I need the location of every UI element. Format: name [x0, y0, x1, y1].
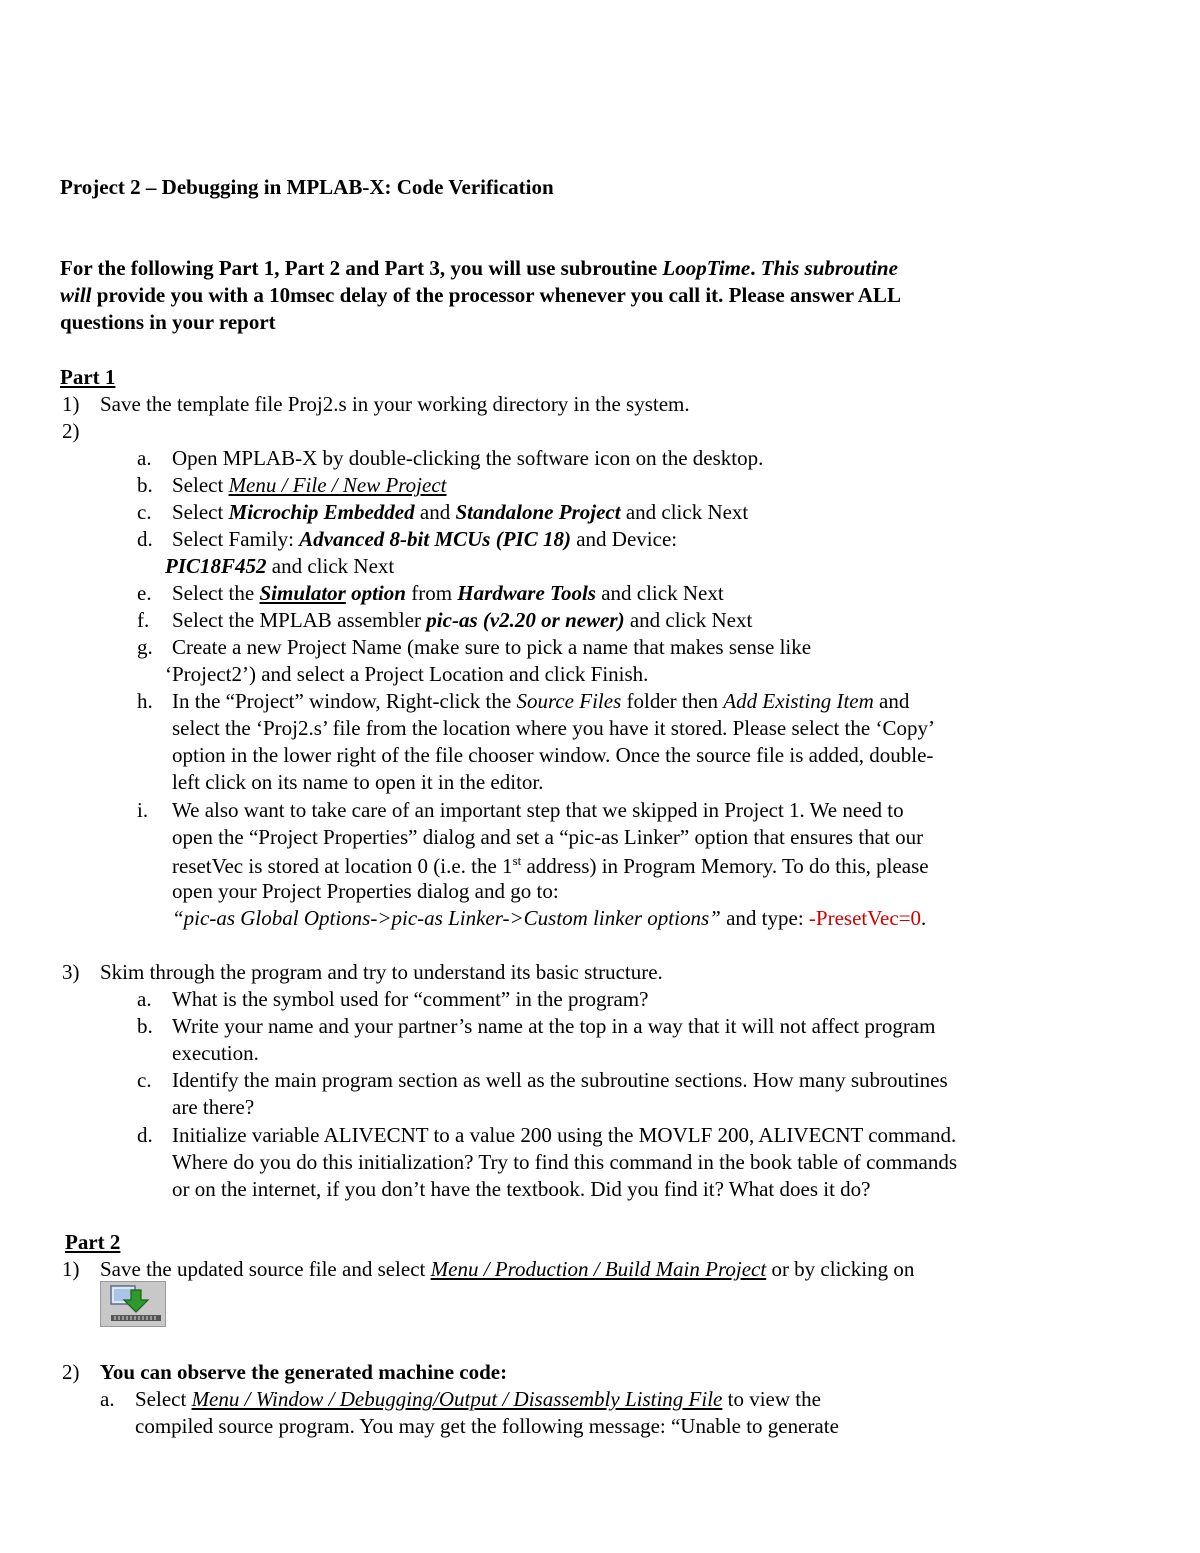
item-text: We also want to take care of an important step that we skipped in Project 1. We need to: [172, 798, 904, 822]
item-text: Select Menu / File / New Project: [172, 473, 447, 497]
item-marker: d.: [137, 527, 153, 551]
item-text-cont: execution.: [172, 1041, 259, 1065]
item-text-cont: PIC18F452 and click Next: [165, 554, 395, 578]
item-text: Open MPLAB-X by double-clicking the software icon on the desktop.: [172, 446, 764, 470]
item-text-cont: or on the internet, if you don’t have the textbook. Did you find it? What does it do?: [172, 1177, 871, 1201]
item-marker: c.: [137, 500, 152, 524]
item-text-cont: open your Project Properties dialog and go to:: [172, 879, 559, 903]
menu-path: Menu / Window / Debugging/Output / Disassembly Listing File: [191, 1387, 723, 1411]
step-marker: 2): [62, 419, 80, 443]
item-text: What is the symbol used for “comment” in the program?: [172, 987, 649, 1011]
item-marker: d.: [137, 1123, 153, 1147]
item-text: Select Microchip Embedded and Standalone Project and click Next: [172, 500, 749, 524]
item-marker: c.: [137, 1068, 152, 1092]
item-text: Select Menu / Window / Debugging/Output / Disassembly Listing File to view the: [135, 1387, 821, 1411]
item-text-cont: Where do you do this initialization? Try to find this command in the book table of commands: [172, 1150, 958, 1174]
step-marker: 2): [62, 1360, 80, 1384]
item-marker: a.: [100, 1387, 115, 1411]
item-marker: b.: [137, 1014, 153, 1038]
item-marker: a.: [137, 446, 152, 470]
item-text: Create a new Project Name (make sure to pick a name that makes sense like: [172, 635, 812, 659]
intro-line-3: questions in your report: [60, 310, 276, 334]
page-title: Project 2 – Debugging in MPLAB-X: Code Verification: [60, 175, 554, 199]
build-download-icon: [100, 1281, 166, 1327]
step-text: Skim through the program and try to understand its basic structure.: [100, 960, 663, 984]
item-marker: a.: [137, 987, 152, 1011]
item-text-cont: option in the lower right of the file chooser window. Once the source file is added, double-: [172, 743, 934, 767]
item-text-cont: resetVec is stored at location 0 (i.e. the 1st address) in Program Memory. To do this, please: [172, 853, 929, 878]
step-marker: 3): [62, 960, 80, 984]
menu-path: Menu / Production / Build Main Project: [430, 1257, 767, 1281]
item-text: Write your name and your partner’s name at the top in a way that it will not affect program: [172, 1014, 936, 1038]
item-text: Initialize variable ALIVECNT to a value 200 using the MOVLF 200, ALIVECNT command.: [172, 1123, 957, 1147]
item-text-cont: left click on its name to open it in the editor.: [172, 770, 544, 794]
intro-line-2: will provide you with a 10msec delay of the processor whenever you call it. Please answer ALL: [60, 283, 901, 307]
item-marker: g.: [137, 635, 153, 659]
menu-path: Menu / File / New Project: [228, 473, 447, 497]
item-text-cont: select the ‘Proj2.s’ file from the location where you have it stored. Please select the ‘Copy’: [172, 716, 935, 740]
step-text: You can observe the generated machine code:: [100, 1360, 508, 1384]
item-marker: i.: [137, 798, 149, 822]
intro-line-1: For the following Part 1, Part 2 and Part 3, you will use subroutine LoopTime. This subroutine: [60, 256, 898, 280]
item-text-cont: are there?: [172, 1095, 255, 1119]
item-text: Identify the main program section as well as the subroutine sections. How many subroutines: [172, 1068, 948, 1092]
step-marker: 1): [62, 392, 80, 416]
item-text-cont: compiled source program. You may get the following message: “Unable to generate: [135, 1414, 839, 1438]
item-marker: e.: [137, 581, 152, 605]
part2-heading: Part 2: [65, 1230, 121, 1254]
item-text: In the “Project” window, Right-click the Source Files folder then Add Existing Item and: [172, 689, 910, 713]
build-download-icon-graphic: [101, 1282, 165, 1326]
item-text: Select the MPLAB assembler pic-as (v2.20 or newer) and click Next: [172, 608, 753, 632]
item-text-cont: open the “Project Properties” dialog and set a “pic-as Linker” option that ensures that our: [172, 825, 924, 849]
step-marker: 1): [62, 1257, 80, 1281]
linker-option: -PresetVec=0: [808, 906, 922, 930]
item-text-cont: ‘Project2’) and select a Project Location and click Finish.: [165, 662, 649, 686]
item-text: Select Family: Advanced 8-bit MCUs (PIC 18) and Device:: [172, 527, 678, 551]
step-text: Save the template file Proj2.s in your working directory in the system.: [100, 392, 690, 416]
step-text: Save the updated source file and select Menu / Production / Build Main Project or by clicking on: [100, 1257, 915, 1281]
part1-heading: Part 1: [60, 365, 116, 389]
item-marker: b.: [137, 473, 153, 497]
item-marker: f.: [137, 608, 150, 632]
item-marker: h.: [137, 689, 153, 713]
item-text: Select the Simulator option from Hardware Tools and click Next: [172, 581, 724, 605]
item-text-cont: “pic-as Global Options->pic-as Linker->Custom linker options” and type: -PresetVec=0.: [172, 906, 927, 930]
